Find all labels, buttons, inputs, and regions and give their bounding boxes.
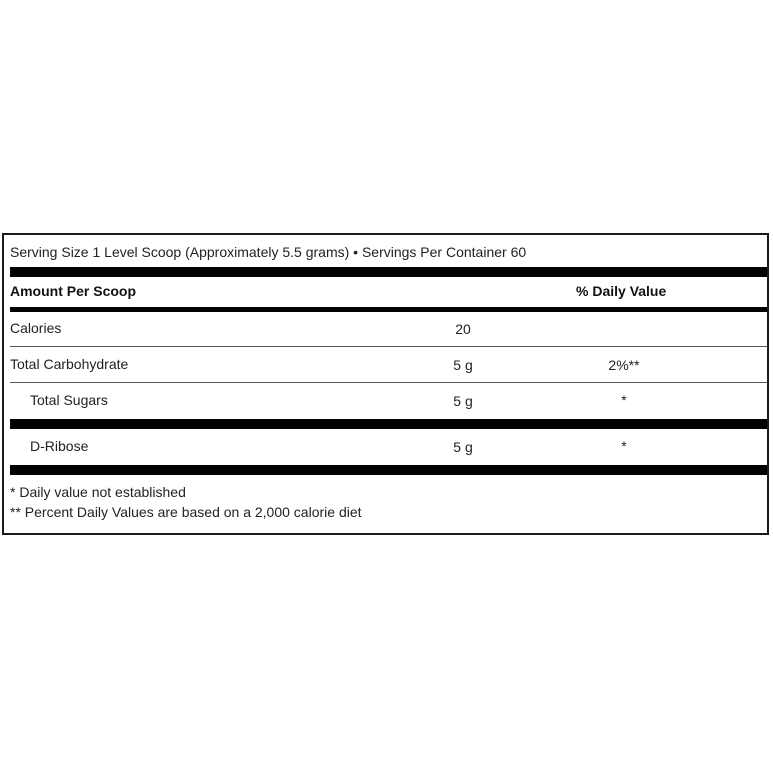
nutrient-amount-d-ribose: 5 g [453, 439, 473, 455]
nutrient-name-calories: Calories [10, 320, 62, 336]
row-divider [10, 346, 767, 347]
nutrient-amount-total-carbohydrate: 5 g [453, 357, 473, 373]
nutrient-name-total-sugars: Total Sugars [30, 392, 108, 408]
header-divider [10, 307, 767, 312]
supplement-facts-panel [2, 233, 769, 535]
amount-per-scoop-header: Amount Per Scoop [10, 283, 137, 299]
nutrient-name-total-carbohydrate: Total Carbohydrate [10, 356, 129, 372]
serving-info: Serving Size 1 Level Scoop (Approximately 5.5 grams) • Servings Per Container 60 [10, 244, 527, 260]
nutrient-amount-calories: 20 [455, 321, 471, 337]
daily-value-header: % Daily Value [576, 283, 667, 299]
row-divider [10, 382, 767, 383]
thick-divider [10, 419, 767, 429]
footnote-daily-value: * Daily value not established [10, 484, 186, 500]
nutrient-dv-total-carbohydrate: 2%** [608, 357, 640, 373]
nutrient-name-d-ribose: D-Ribose [30, 438, 89, 454]
nutrient-dv-total-sugars: * [621, 392, 627, 408]
nutrient-dv-d-ribose: * [621, 438, 627, 454]
thick-divider [10, 267, 767, 277]
nutrient-amount-total-sugars: 5 g [453, 393, 473, 409]
thick-divider [10, 465, 767, 475]
footnote-percent-daily-values: ** Percent Daily Values are based on a 2,000 calorie diet [10, 504, 362, 520]
